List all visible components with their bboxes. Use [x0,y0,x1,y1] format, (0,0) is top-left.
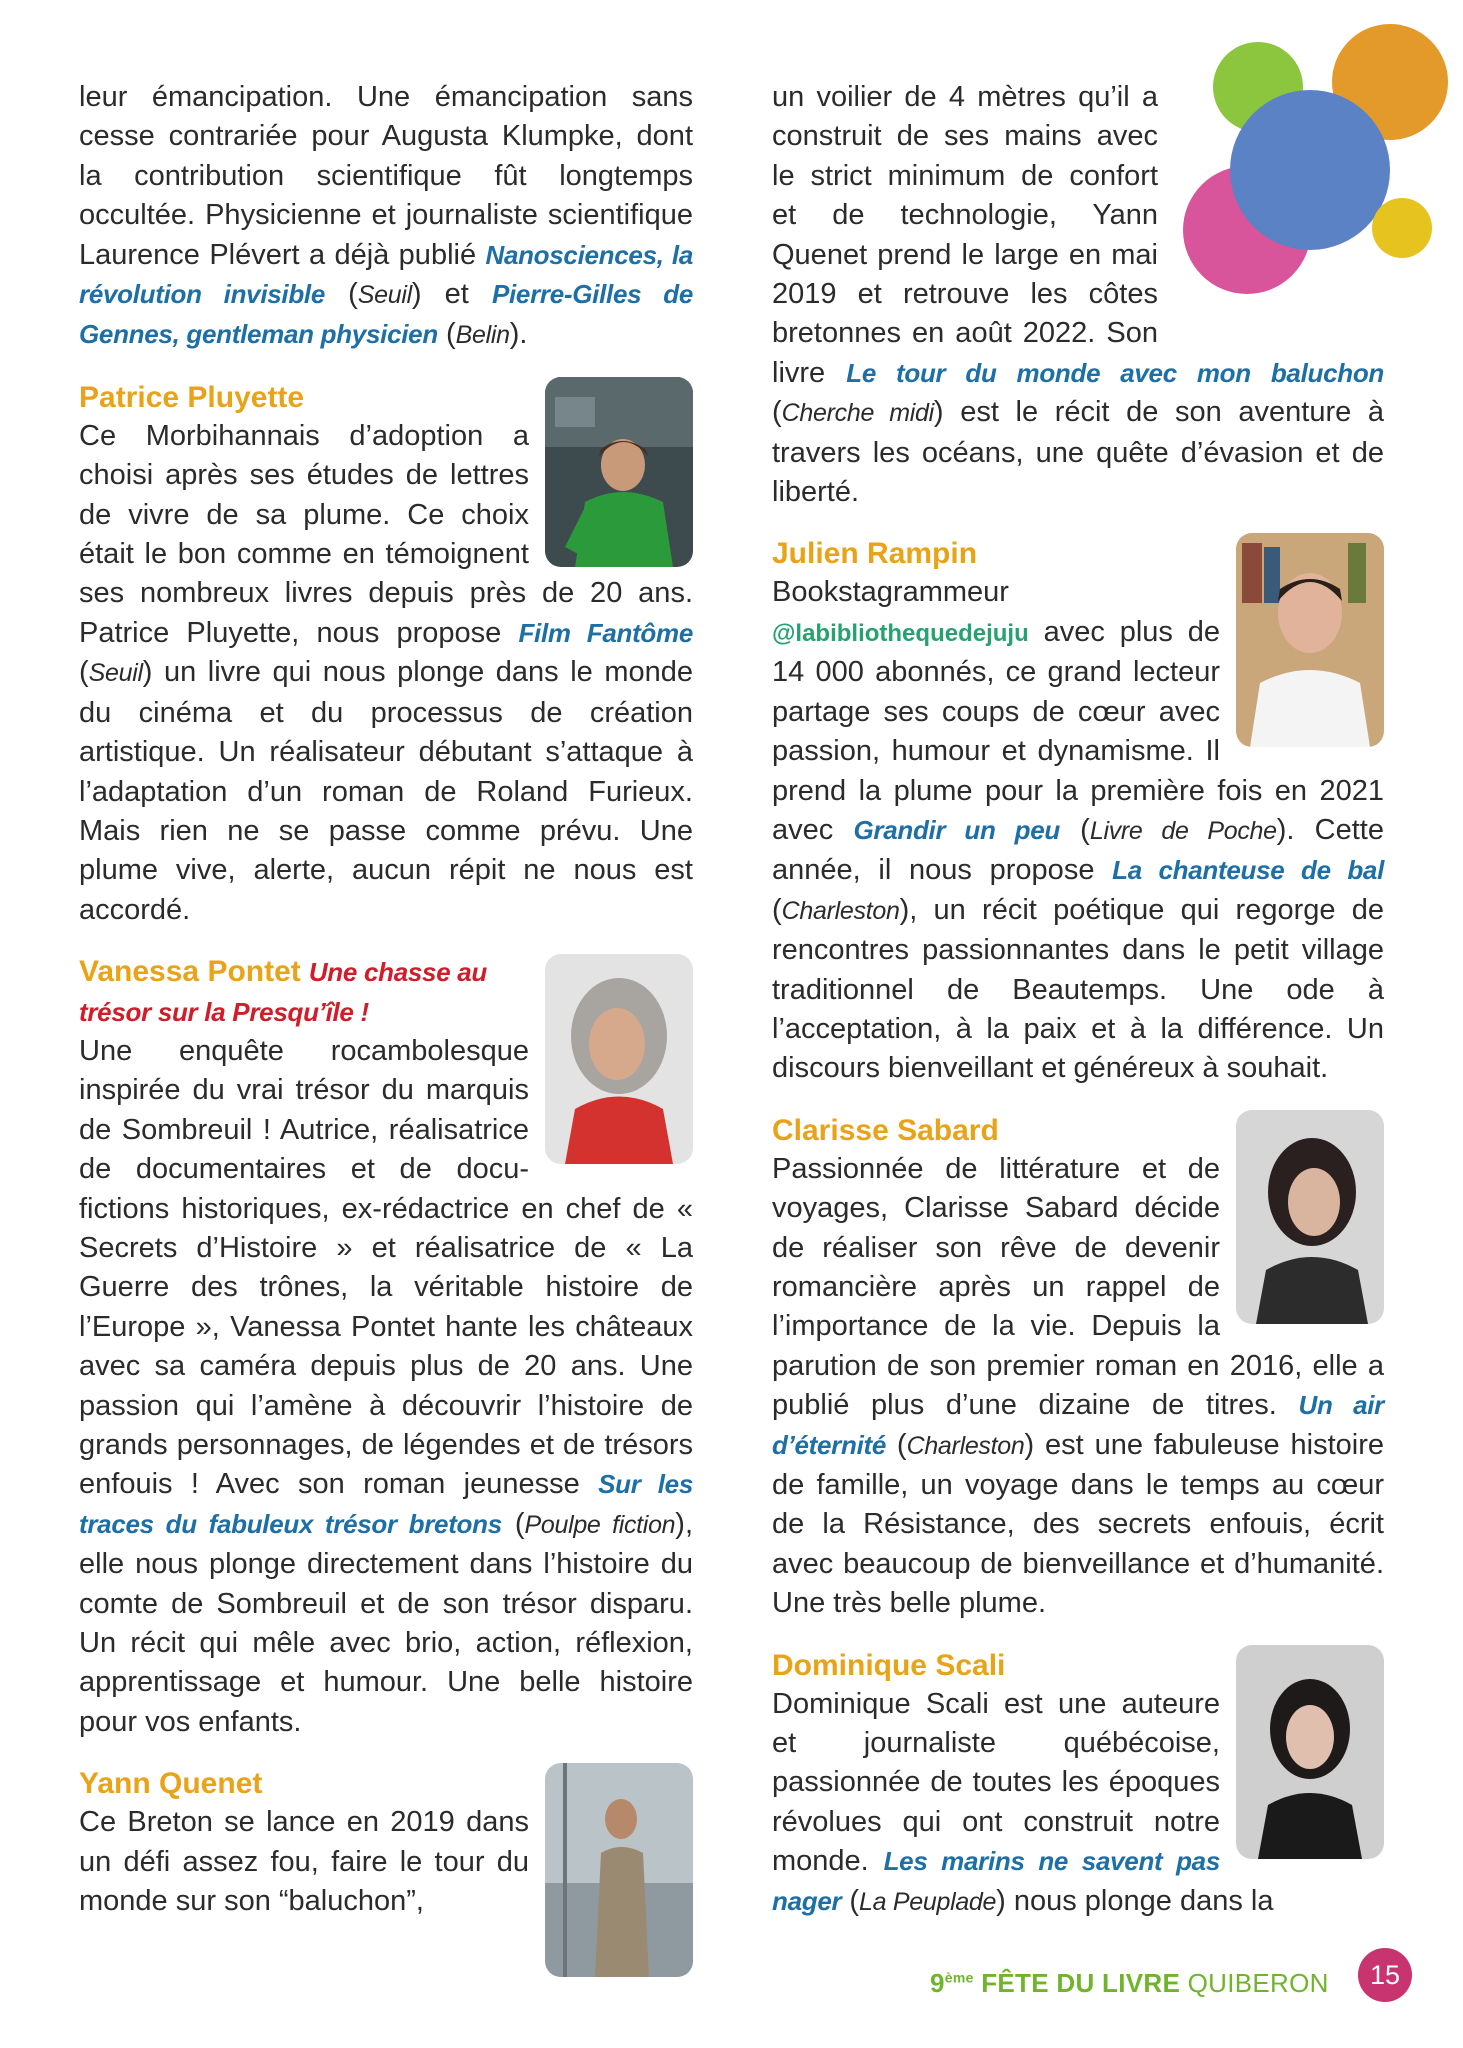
text: ( [437,318,456,351]
text: Ce Morbihannais d’adoption a choisi après ses études de lettres de vivre de sa plume. Ce choix était le bon comme en témoignent ses nombreux livres depuis près de 20 ans. Patrice Pluyette, nous propose [79,419,693,649]
text-wrap-spacer [1158,78,1384,352]
author-section-quenet [79,1764,693,1921]
left-column [79,78,693,1977]
publisher: Poulpe fiction [524,1510,676,1539]
intro-paragraph [79,78,693,356]
publisher: La Peuplade [859,1887,997,1916]
author-photo-sabard [1236,1110,1384,1324]
book-title: La chanteuse de bal [1112,855,1384,886]
page-number-badge: 15 [1358,1948,1412,2002]
text: ( [79,656,89,689]
text: avec plus de 14 000 abonnés, ce grand lecteur partage ses coups de cœur avec passion, humour et dynamisme. Il prend la plume pour la première fois en 2021 avec [772,615,1384,846]
book-title: Grandir un peu [853,814,1060,845]
text: Une enquête rocambolesque inspirée du vrai trésor du marquis de Sombreuil ! Autrice, réalisatrice de documentaires et de docu-fictions historiques, ex-rédactrice en chef de « Secrets d’Histoire » et réalisatrice de « La Guerre des trônes, la véritable histoire de l’Europe », Vanessa Pontet hante les châteaux avec sa caméra depuis plus de 20 ans. Une passion qui l’amène à découvrir l’histoire de grands personnages, de légendes et de trésors enfouis ! Avec son roman jeunesse [79,1034,693,1501]
publisher: Seuil [88,659,143,688]
text: ( [772,396,782,429]
footer-event-title [930,1968,1329,2008]
text: Passionnée de littérature et de voyages, Clarisse Sabard décide de réaliser son rêve de devenir romancière après un rappel de l’importance de la vie. Depuis la parution de son premier roman en 2016, elle a publié plus d’une dizaine de titres. [772,1152,1384,1422]
text: Bookstagrammeur [772,576,1009,609]
author-name: Dominique Scali [772,1648,1006,1682]
author-section-pontet [79,952,693,1742]
publisher: Livre de Poche [1089,816,1277,845]
author-section-quenet-continued [772,78,1384,512]
author-name: Patrice Pluyette [79,380,305,414]
author-name: Clarisse Sabard [772,1113,999,1147]
author-photo-quenet [545,1763,693,1977]
book-title: Sur les traces du fabuleux trésor bretons [79,1469,693,1539]
author-photo-rampin [1236,533,1384,747]
publisher: Belin [455,321,510,350]
author-section-scali [772,1646,1384,1922]
author-section-pluyette [79,378,693,930]
text: ) est une fabuleuse histoire de famille, un voyage dans le temps au cœur de la Résistance, des secrets enfouis, écrit avec beaucoup de bienveillance et d’humanité. Une très belle plume. [772,1428,1384,1620]
book-title: Le tour du monde avec mon baluchon [846,357,1384,388]
book-title: Pierre-Gilles de Gennes, gentleman physicien [79,279,693,350]
publisher: Charleston [781,896,900,925]
text: ). Cette année, il nous propose [772,813,1384,887]
text: ( [841,1884,860,1917]
author-section-sabard [772,1111,1384,1624]
book-title: Film Fantôme [518,617,693,648]
publisher: Charleston [906,1431,1025,1460]
edition-number: 9 [930,1968,945,1998]
text: ) et [411,278,492,311]
text: ), un récit poétique qui regorge de rencontres passionnantes dans le petit village traditionnel de Beautemps. Une ode à l’acceptation, à la paix et à la différence. Un discours bienveillant et généreux à souhait. [772,893,1384,1085]
author-name: Vanessa Pontet [79,955,301,989]
right-column [772,78,1384,1922]
text: ). [509,318,528,351]
book-title: Les marins ne savent pas nager [772,1846,1220,1916]
author-photo-pluyette [545,377,693,567]
instagram-handle: @labibliothequedejuju [772,619,1029,647]
text: ( [886,1428,907,1461]
author-photo-pontet [545,954,693,1164]
text: ( [325,278,358,311]
text: ), elle nous plonge directement dans l’histoire du comte de Sombreuil et de son trésor disparu. Un récit qui mêle avec brio, action, réflexion, apprentissage et humour. Une belle histoire pour vos enfants. [79,1507,693,1738]
author-name: Julien Rampin [772,537,978,571]
text: ) est le récit de son aventure à travers les océans, une quête d’évasion et de liberté. [772,396,1384,509]
event-name: FÊTE DU LIVRE [973,1968,1181,1998]
author-name: Yann Quenet [79,1767,263,1801]
text: ) nous plonge dans la [996,1884,1274,1917]
text: ( [501,1507,525,1540]
book-title: Un air d’éternité [772,1390,1384,1460]
text: ) un livre qui nous plonge dans le monde du cinéma et du processus de création artistique. Un réalisateur débutant s’attaque à l’adaptation d’un roman de Roland Furieux. Mais rien ne se passe comme prévu. Une plume vive, alerte, aucun répit ne nous est accordé. [79,656,693,926]
intro-text: leur émancipation. Une émancipation sans cesse contrariée pour Augusta Klumpke, dont la contribution scientifique fût longtemps occultée. Physicienne et journaliste scientifique Laurence Plévert a déjà publié [79,81,693,271]
event-place: QUIBERON [1180,1968,1329,1998]
text: ( [1059,813,1090,846]
publisher: Cherche midi [781,399,934,428]
edition-suffix: ème [944,1969,974,1986]
book-title: Nanosciences, la révolution invisible [79,239,693,310]
text: un voilier de 4 mètres qu’il a construit de ses mains avec le strict minimum de confort et de technologie, Yann Quenet prend le large en mai 2019 et retrouve les côtes bretonnes en août 2022. Son livre [772,81,1158,389]
publisher: Seuil [357,281,412,310]
author-photo-scali [1236,1645,1384,1859]
text: ( [772,893,782,926]
headline: Une chasse au trésor sur la Presqu’île ! [79,957,488,1027]
text: Ce Breton se lance en 2019 dans un défi assez fou, faire le tour du monde sur son “baluchon”, [79,1806,529,1918]
author-section-rampin [772,534,1384,1088]
text: Dominique Scali est une auteure et journaliste québécoise, passionnée de toutes les époques révolues qui ont construit notre monde. [772,1687,1220,1878]
